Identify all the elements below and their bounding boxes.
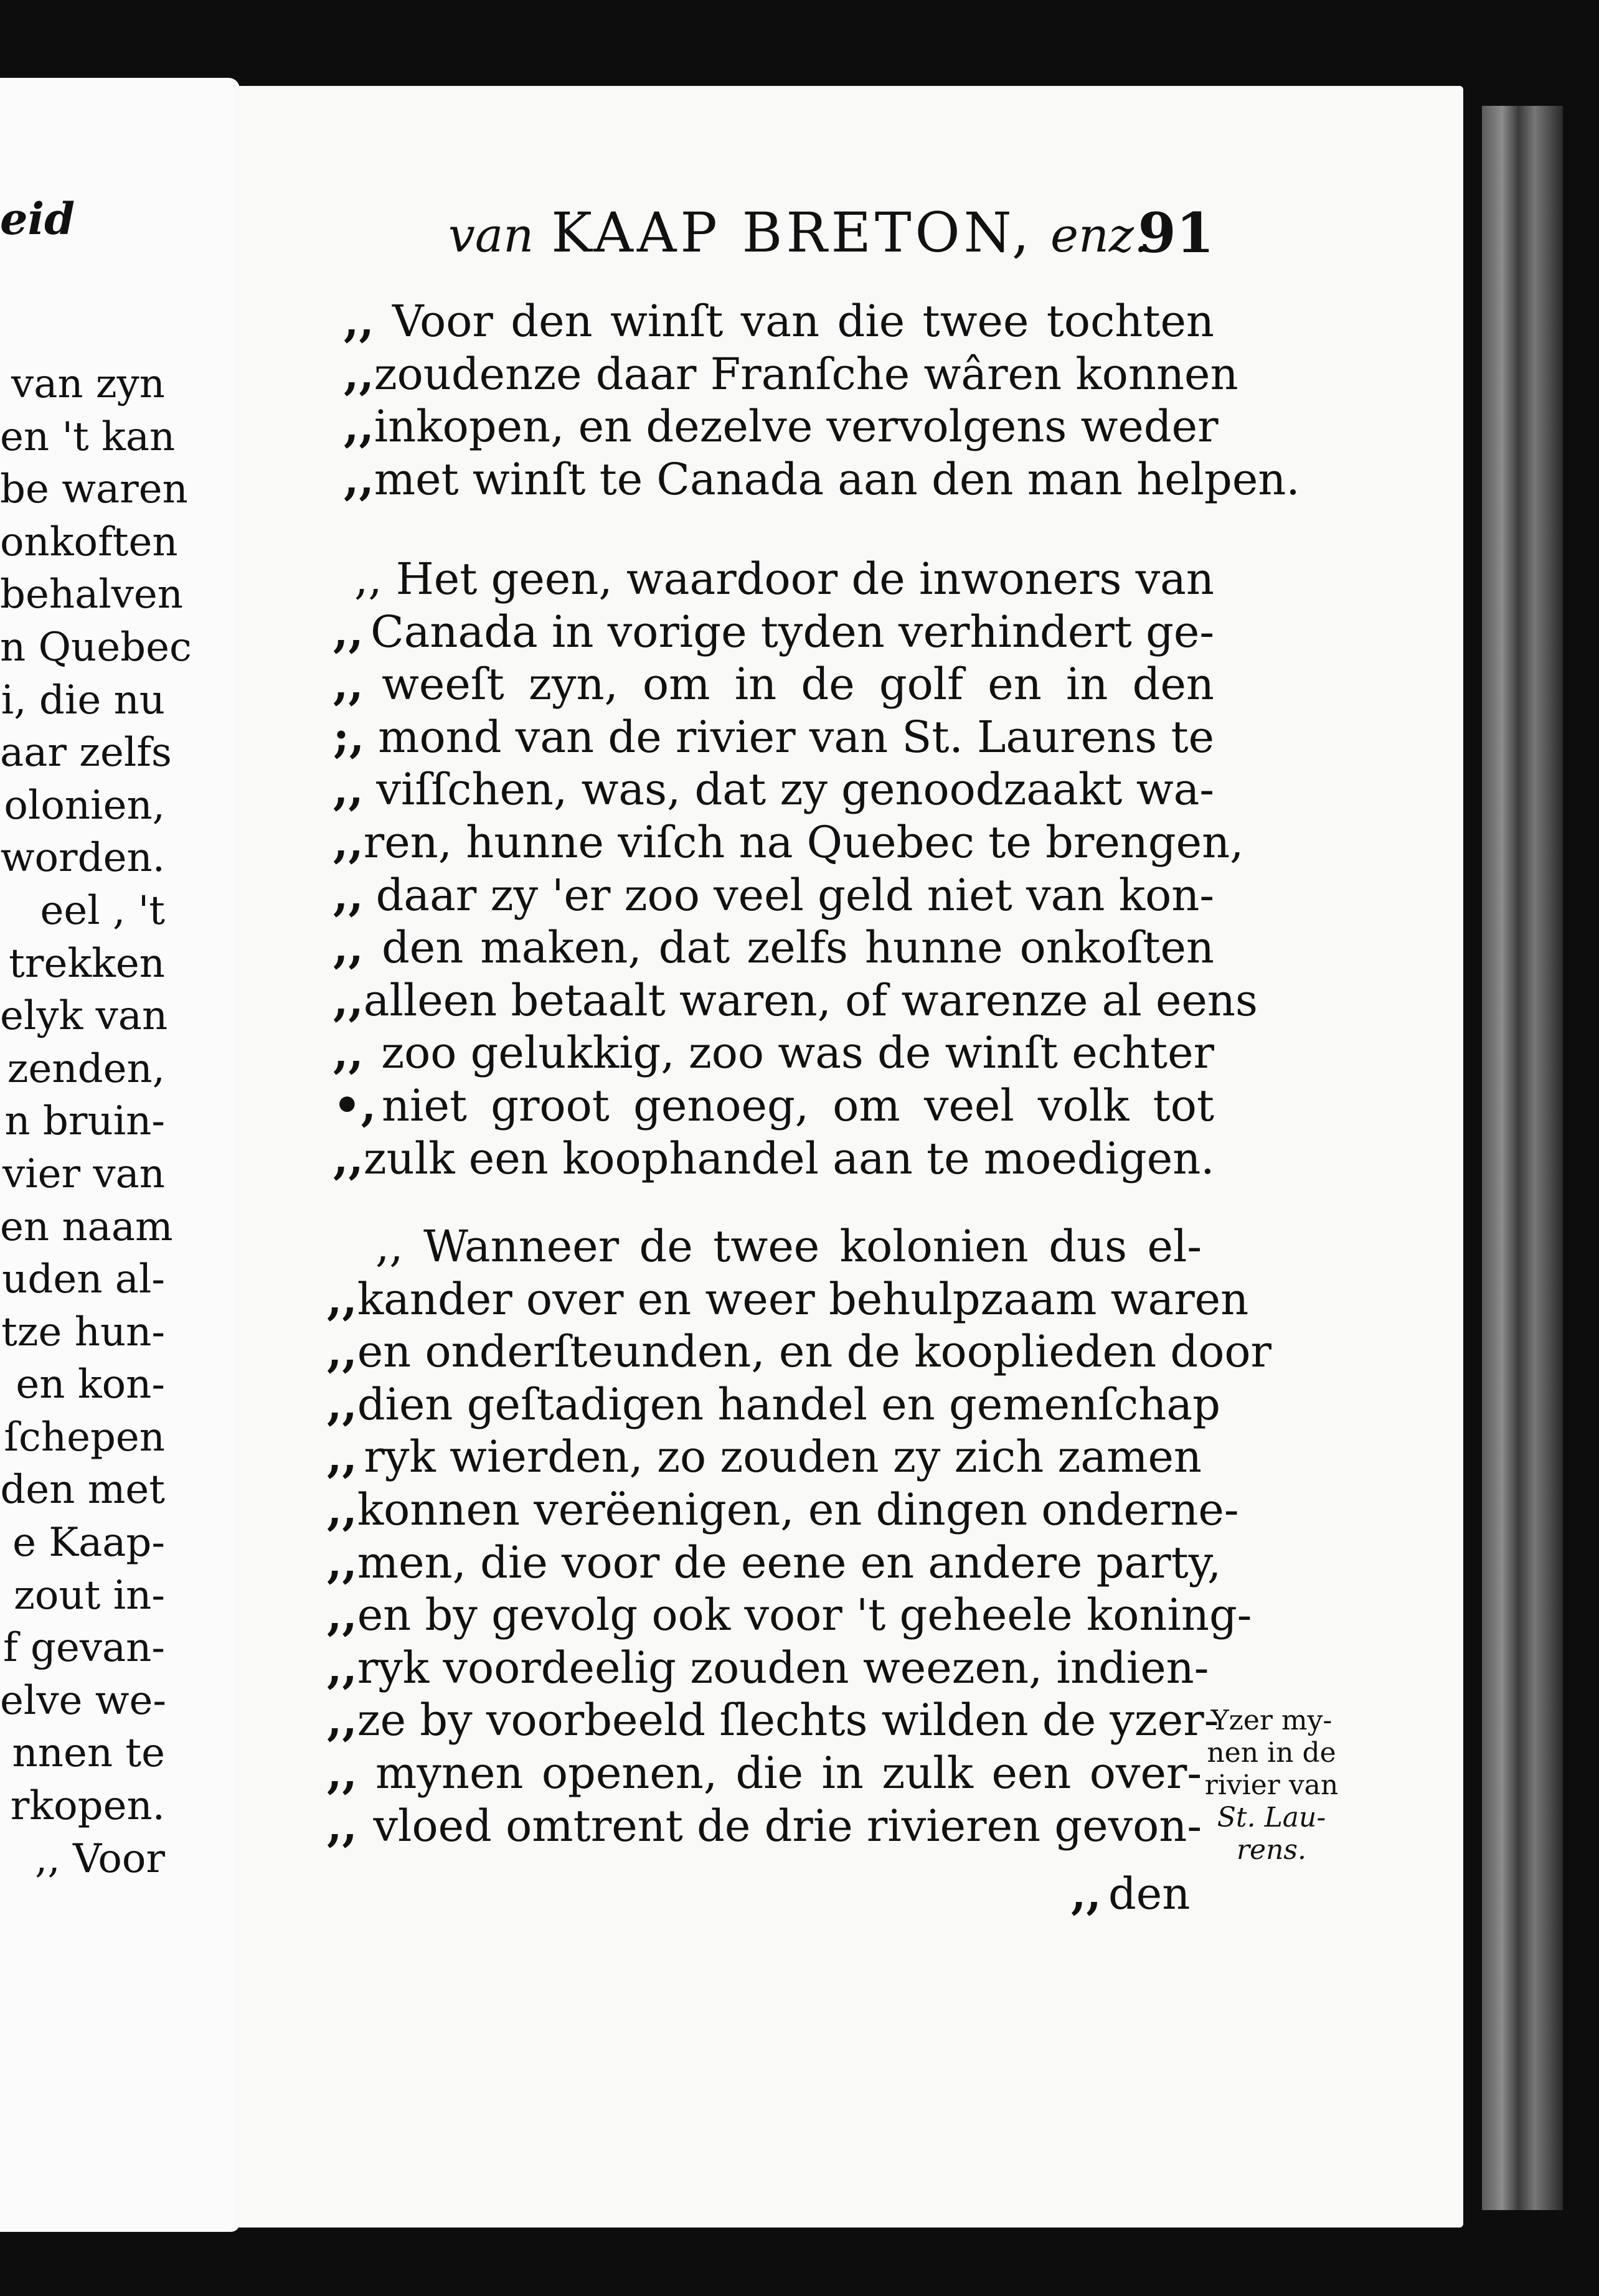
catchword-text: den: [1108, 1868, 1191, 1919]
quote-mark: ,,: [327, 1483, 357, 1535]
page-edges: [1482, 106, 1563, 2210]
line-text: ,, Wanneer de twee kolonien dus el-: [375, 1221, 1202, 1272]
quote-mark: ,,: [344, 295, 374, 347]
quote-mark: ;,: [333, 710, 365, 763]
text-line: i, die nu: [1, 677, 165, 723]
marginal-note-line: rens.: [1237, 1834, 1306, 1866]
text-line: [333, 606, 1214, 659]
marginal-note-line: Yzer my-: [1210, 1705, 1332, 1736]
text-line: en kon-: [16, 1362, 165, 1408]
running-head-title: KAAP BRETON,: [551, 200, 1033, 265]
marginal-note-line: rivier van: [1204, 1769, 1339, 1801]
quote-mark: ,,: [327, 1273, 357, 1325]
text-line: [333, 1080, 1214, 1132]
quote-mark: ,,: [327, 1694, 357, 1746]
text-line: rkopen.: [10, 1783, 165, 1830]
paragraph: [333, 553, 1258, 1185]
quote-mark: ,,: [327, 1431, 357, 1483]
paragraph: [344, 295, 1300, 506]
line-text: met winſt te Canada aan den man helpen.: [374, 453, 1300, 505]
text-line: [327, 1378, 1220, 1431]
text-line: [327, 1536, 1222, 1589]
quote-mark: ,,: [327, 1536, 357, 1588]
line-text: ryk wierden, zo zouden zy zich zamen: [364, 1431, 1202, 1483]
quote-mark: ,,: [333, 974, 364, 1026]
quote-mark: ,,: [327, 1641, 357, 1693]
text-line: n Quebec: [0, 624, 192, 670]
line-text: mynen openen, die in zulk een over-: [375, 1747, 1202, 1799]
text-line: van zyn: [11, 361, 165, 407]
line-text: ,, Het geen, waardoor de inwoners van: [354, 553, 1214, 605]
quote-mark: ,,: [333, 816, 364, 868]
catchword: [1071, 1868, 1190, 1919]
text-line: [333, 974, 1258, 1027]
text-line: zout in-: [14, 1572, 165, 1619]
marginal-note-line: nen in de: [1207, 1737, 1336, 1769]
quote-mark: •,: [333, 1079, 377, 1131]
line-text: alleen betaalt waren, of warenze al eens: [363, 974, 1258, 1026]
text-line: zenden,: [7, 1045, 165, 1092]
quote-mark: ,,: [344, 400, 374, 453]
text-line: aar zelfs: [0, 730, 172, 776]
marginal-note-line: St. Lau-: [1217, 1802, 1326, 1833]
text-line: behalven: [0, 572, 183, 618]
text-line: vier van: [2, 1150, 165, 1197]
text-line: [333, 711, 1214, 764]
quote-mark: ,,: [344, 347, 374, 400]
line-text: zulk een koophandel aan te moedigen.: [363, 1132, 1215, 1184]
text-line: [327, 1273, 1249, 1326]
quote-mark: ,,: [327, 1325, 357, 1378]
text-line: [344, 453, 1300, 506]
text-line: ,, Voor: [34, 1835, 165, 1882]
line-text: kander over en weer behulpzaam waren: [357, 1273, 1249, 1325]
quote-mark: ,,: [333, 658, 364, 710]
text-line: [333, 816, 1244, 869]
quote-mark: ,,: [333, 868, 364, 921]
text-line: uden al-: [2, 1256, 165, 1303]
line-text: zoo gelukkig, zoo was de winſt echter: [381, 1027, 1214, 1079]
text-line: [327, 1747, 1202, 1800]
text-line: den met: [0, 1467, 165, 1513]
text-line: eel , 't: [40, 887, 165, 934]
text-line: ſchepen: [4, 1414, 165, 1461]
quote-mark: ,,: [327, 1799, 357, 1851]
line-text: zoudenze daar Franſche wâren konnen: [374, 348, 1238, 400]
text-line: [327, 1431, 1202, 1484]
text-line: onkoften: [0, 519, 178, 565]
text-line: [333, 1027, 1214, 1080]
text-line: [333, 869, 1214, 922]
line-text: Voor den winſt van die twee tochten: [392, 296, 1214, 347]
text-line: e Kaap-: [12, 1520, 165, 1566]
text-line: en 't kan: [0, 413, 176, 460]
text-line: [327, 1589, 1252, 1642]
paragraph: [327, 1220, 1271, 1852]
text-line: [344, 347, 1238, 401]
line-text: en by gevolg ook voor 't geheele koning-: [357, 1589, 1252, 1641]
line-text: dien geſtadigen handel en gemenſchap: [357, 1378, 1220, 1430]
line-text: Canada in vorige tyden verhindert ge-: [370, 606, 1214, 657]
text-line: [327, 1325, 1271, 1378]
text-line: [333, 763, 1214, 816]
text-line: [327, 1641, 1209, 1695]
text-line: elyk van: [0, 993, 168, 1040]
text-line: nnen te: [12, 1730, 165, 1777]
text-line: [333, 553, 1214, 606]
line-text: inkopen, en dezelve vervolgens weder: [374, 401, 1219, 453]
running-head-suffix: enz.: [1050, 207, 1149, 263]
text-line: tze hun-: [1, 1309, 165, 1355]
quote-mark: ,,: [327, 1589, 357, 1641]
marginal-note: [1197, 1705, 1346, 1866]
previous-page: [0, 78, 240, 2232]
text-line: [327, 1694, 1219, 1747]
line-text: viſſchen, was, dat zy genoodzaakt wa-: [376, 764, 1214, 816]
quote-mark: ,,: [1071, 1868, 1101, 1919]
quote-mark: ,,: [333, 605, 364, 657]
line-text: vloed omtrent de drie rivieren gevon-: [373, 1800, 1202, 1851]
quote-mark: ,,: [333, 763, 364, 816]
running-head-prefix: van: [448, 207, 534, 263]
line-text: konnen verëenigen, en dingen onderne-: [357, 1484, 1239, 1535]
line-text: men, die voor de eene en andere party,: [357, 1536, 1222, 1588]
line-text: mond van de rivier van St. Laurens te: [378, 711, 1214, 763]
text-line: elve we-: [0, 1677, 166, 1724]
text-line: worden.: [0, 835, 165, 882]
line-text: weeſt zyn, om in de golf en in den: [382, 659, 1214, 710]
text-line: [327, 1800, 1202, 1853]
line-text: den maken, dat zelfs hunne onkoſten: [382, 922, 1214, 974]
quote-mark: ,,: [333, 1027, 364, 1079]
text-line: [327, 1483, 1239, 1536]
text-line: f gevan-: [2, 1625, 165, 1672]
text-line: [327, 1220, 1202, 1273]
text-line: trekken: [9, 940, 165, 987]
text-line: [344, 295, 1214, 348]
quote-mark: ,,: [327, 1378, 357, 1430]
quote-mark: ,,: [333, 921, 364, 974]
quote-mark: ,,: [327, 1746, 357, 1799]
text-line: be waren: [0, 466, 188, 513]
line-text: daar zy 'er zoo veel geld niet van kon-: [375, 869, 1214, 921]
text-line: en naam: [0, 1203, 173, 1250]
previous-page-text: [0, 358, 192, 1885]
running-head: [448, 200, 1214, 265]
text-line: olonien,: [4, 782, 165, 829]
line-text: ze by voorbeeld ſlechts wilden de yzer-: [357, 1695, 1219, 1746]
text-line: [333, 1132, 1214, 1185]
quote-mark: ,,: [333, 1132, 364, 1184]
line-text: en onderſteunden, en de kooplieden door: [357, 1326, 1271, 1378]
previous-page-header: eid: [0, 193, 75, 245]
quote-mark: ,,: [344, 453, 374, 505]
line-text: ren, hunne viſch na Quebec te brengen,: [363, 816, 1244, 868]
line-text: niet groot genoeg, om veel volk tot: [382, 1080, 1214, 1131]
line-text: ryk voordeelig zouden weezen, indien-: [357, 1642, 1209, 1693]
text-line: [333, 921, 1214, 974]
page-number: 91: [1138, 200, 1214, 265]
text-line: n bruin-: [4, 1098, 165, 1145]
text-line: [333, 658, 1214, 711]
text-line: [344, 400, 1219, 453]
